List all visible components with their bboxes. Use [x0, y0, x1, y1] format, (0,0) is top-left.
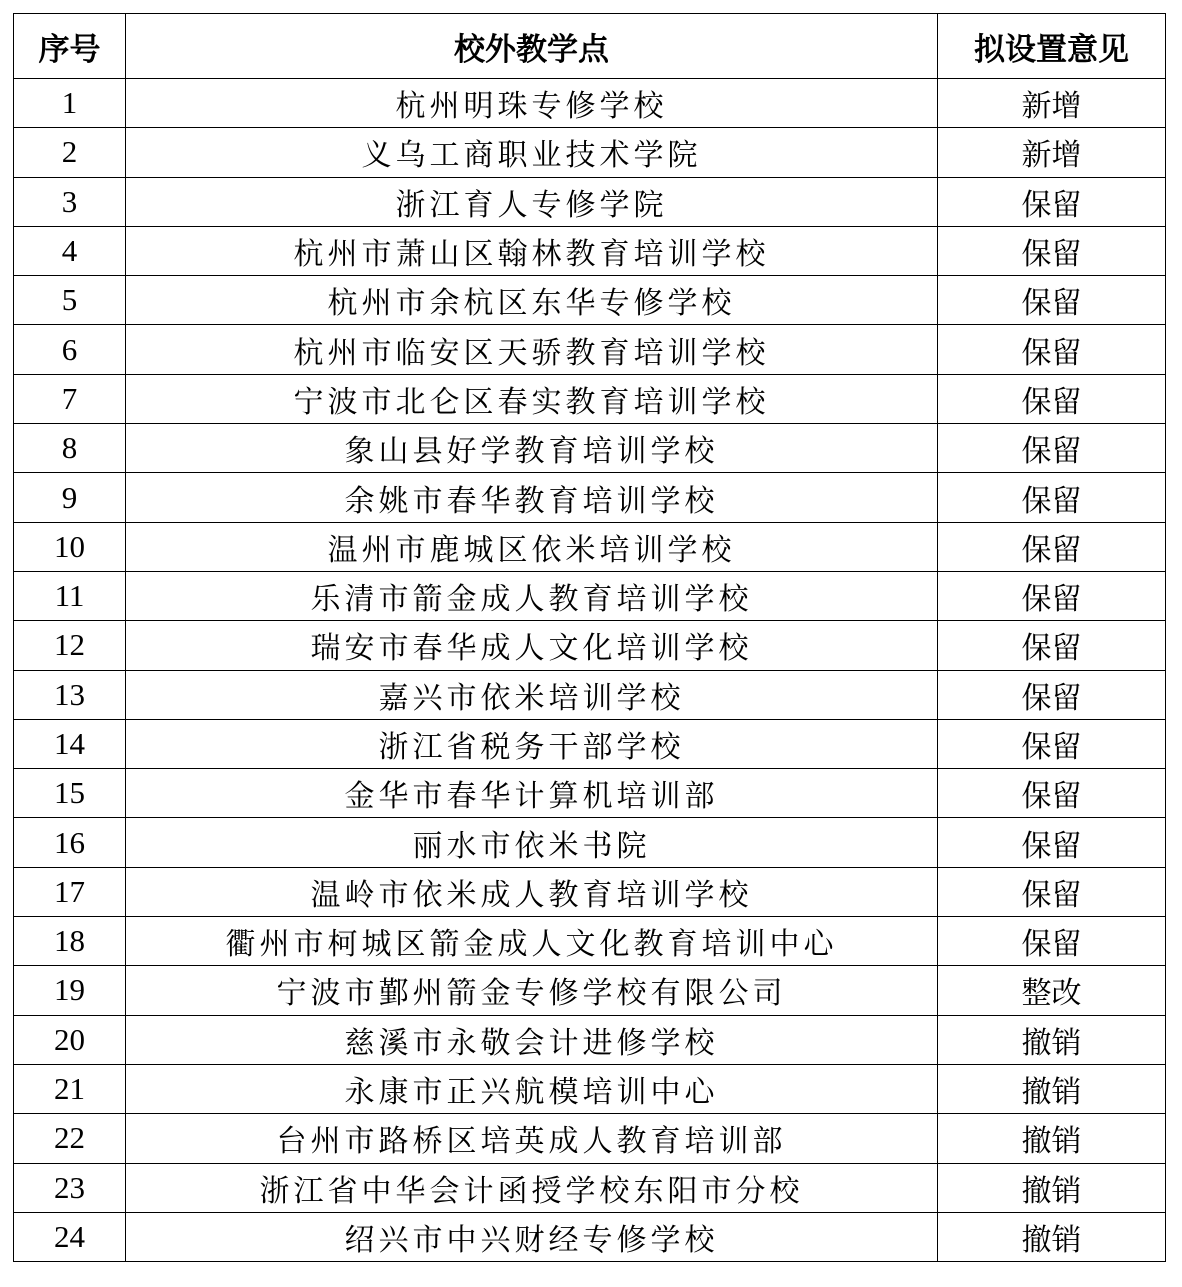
row-name: 宁波市北仑区春实教育培训学校: [126, 374, 938, 423]
row-index: 20: [14, 1015, 126, 1064]
table-row: [14, 473, 1166, 522]
row-index: 14: [14, 719, 126, 768]
row-name: 绍兴市中兴财经专修学校: [126, 1212, 938, 1261]
row-opinion: 保留: [938, 818, 1166, 867]
row-index: 7: [14, 374, 126, 423]
row-opinion: 撤销: [938, 1114, 1166, 1163]
table-row: [14, 1114, 1166, 1163]
table-row: [14, 867, 1166, 916]
table-row: [14, 424, 1166, 473]
row-index: 21: [14, 1064, 126, 1113]
teaching-points-table: [13, 13, 1166, 1262]
row-index: 4: [14, 226, 126, 275]
row-name: 乐清市箭金成人教育培训学校: [126, 571, 938, 620]
table-row: [14, 621, 1166, 670]
table-row: [14, 79, 1166, 128]
table-row: [14, 769, 1166, 818]
row-opinion: 保留: [938, 719, 1166, 768]
row-opinion: 撤销: [938, 1015, 1166, 1064]
row-index: 5: [14, 276, 126, 325]
row-opinion: 保留: [938, 424, 1166, 473]
table-row: [14, 226, 1166, 275]
row-name: 杭州明珠专修学校: [126, 79, 938, 128]
table-row: [14, 1163, 1166, 1212]
row-opinion: 保留: [938, 621, 1166, 670]
row-opinion: 新增: [938, 79, 1166, 128]
table-row: [14, 1064, 1166, 1113]
row-opinion: 保留: [938, 522, 1166, 571]
row-opinion: 整改: [938, 966, 1166, 1015]
table-row: [14, 966, 1166, 1015]
row-index: 8: [14, 424, 126, 473]
row-index: 24: [14, 1212, 126, 1261]
row-name: 温岭市依米成人教育培训学校: [126, 867, 938, 916]
row-name: 瑞安市春华成人文化培训学校: [126, 621, 938, 670]
row-index: 19: [14, 966, 126, 1015]
row-opinion: 保留: [938, 325, 1166, 374]
table-row: [14, 719, 1166, 768]
row-name: 余姚市春华教育培训学校: [126, 473, 938, 522]
row-opinion: 保留: [938, 276, 1166, 325]
row-opinion: 撤销: [938, 1163, 1166, 1212]
row-index: 10: [14, 522, 126, 571]
row-index: 2: [14, 128, 126, 177]
table-row: [14, 1015, 1166, 1064]
row-name: 象山县好学教育培训学校: [126, 424, 938, 473]
table-body: [14, 79, 1166, 1262]
row-opinion: 撤销: [938, 1064, 1166, 1113]
row-name: 丽水市依米书院: [126, 818, 938, 867]
row-opinion: 保留: [938, 769, 1166, 818]
row-name: 杭州市余杭区东华专修学校: [126, 276, 938, 325]
table-row: [14, 276, 1166, 325]
row-opinion: 保留: [938, 571, 1166, 620]
table-row: [14, 325, 1166, 374]
row-index: 23: [14, 1163, 126, 1212]
row-opinion: 保留: [938, 917, 1166, 966]
table-row: [14, 128, 1166, 177]
table-row: [14, 1212, 1166, 1261]
table-row: [14, 818, 1166, 867]
row-index: 12: [14, 621, 126, 670]
table-row: [14, 670, 1166, 719]
table-row: [14, 571, 1166, 620]
row-name: 永康市正兴航模培训中心: [126, 1064, 938, 1113]
row-index: 22: [14, 1114, 126, 1163]
row-index: 17: [14, 867, 126, 916]
row-index: 9: [14, 473, 126, 522]
row-index: 18: [14, 917, 126, 966]
row-index: 16: [14, 818, 126, 867]
row-name: 浙江育人专修学院: [126, 177, 938, 226]
row-name: 台州市路桥区培英成人教育培训部: [126, 1114, 938, 1163]
row-name: 宁波市鄞州箭金专修学校有限公司: [126, 966, 938, 1015]
table-row: [14, 177, 1166, 226]
row-name: 嘉兴市依米培训学校: [126, 670, 938, 719]
row-opinion: 保留: [938, 867, 1166, 916]
table-row: [14, 917, 1166, 966]
table-row: [14, 522, 1166, 571]
table-header-row: [14, 14, 1166, 79]
row-index: 6: [14, 325, 126, 374]
row-name: 慈溪市永敬会计进修学校: [126, 1015, 938, 1064]
row-index: 1: [14, 79, 126, 128]
row-opinion: 保留: [938, 226, 1166, 275]
row-index: 13: [14, 670, 126, 719]
row-name: 温州市鹿城区依米培训学校: [126, 522, 938, 571]
row-index: 15: [14, 769, 126, 818]
row-opinion: 撤销: [938, 1212, 1166, 1261]
row-name: 衢州市柯城区箭金成人文化教育培训中心: [126, 917, 938, 966]
row-index: 3: [14, 177, 126, 226]
row-opinion: 新增: [938, 128, 1166, 177]
row-name: 杭州市萧山区翰林教育培训学校: [126, 226, 938, 275]
row-name: 浙江省中华会计函授学校东阳市分校: [126, 1163, 938, 1212]
row-name: 金华市春华计算机培训部: [126, 769, 938, 818]
row-name: 义乌工商职业技术学院: [126, 128, 938, 177]
header-name: 校外教学点: [126, 14, 938, 79]
row-name: 杭州市临安区天骄教育培训学校: [126, 325, 938, 374]
row-index: 11: [14, 571, 126, 620]
row-opinion: 保留: [938, 374, 1166, 423]
row-opinion: 保留: [938, 473, 1166, 522]
row-opinion: 保留: [938, 177, 1166, 226]
table-row: [14, 374, 1166, 423]
header-index: 序号: [14, 14, 126, 79]
header-opinion: 拟设置意见: [938, 14, 1166, 79]
row-name: 浙江省税务干部学校: [126, 719, 938, 768]
row-opinion: 保留: [938, 670, 1166, 719]
